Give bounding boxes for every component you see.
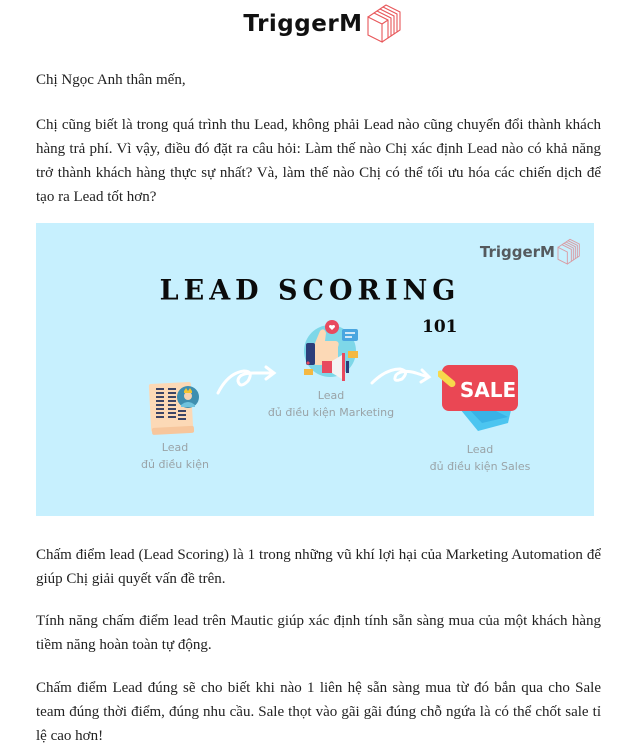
stacked-cube-icon (556, 238, 580, 266)
header (0, 0, 636, 48)
intro-paragraph: Chị cũng biết là trong quá trình thu Lead, không phải Lead nào cũng chuyển đổi thành khách hàng trả phí. Vì vậy, điều đó đặt ra câu hỏi: Làm thế nào Chị xác định Lead nào có khả năng trở thành khách hàng thực sự nhất? Và, làm thế nào Chị có thể tối ưu hóa các chiến dịch để tạo ra Lead tốt hơn? (36, 117, 601, 205)
sale-tag-icon (438, 361, 520, 435)
stage-label-marketing: Lead đủ điều kiện Marketing (267, 389, 395, 419)
brand-logo[interactable] (243, 4, 400, 44)
mautic-paragraph: Tính năng chấm điểm lead trên Mautic giúp xác định tính sẵn sàng mua của một khách hàng tiềm năng hoàn toàn tự động. (36, 613, 601, 653)
stacked-cube-icon (365, 4, 401, 44)
banner-brand-logo (480, 238, 580, 266)
greeting: Chị Ngọc Anh thân mến, (36, 72, 186, 88)
banner-subtitle: 101 (422, 317, 458, 337)
resume-document-icon (148, 377, 202, 437)
stage-label-qualified: Lead đủ điều kiện (141, 441, 209, 471)
stage-label-sales: Lead đủ điều kiện Sales (429, 443, 531, 473)
brand-name: TriggerM (243, 11, 363, 37)
thumbs-up-megaphone-icon (298, 317, 362, 381)
sales-timing-paragraph: Chấm điểm Lead đúng sẽ cho biết khi nào 1 liên hệ sẵn sàng mua từ đó bắn qua cho Sale team đúng thời điểm, đúng nhu cầu. Sale thọt vào gãi gãi đúng chỗ ngứa là có thể chốt sale tỉ lệ cao hơn! (36, 680, 601, 744)
banner-title: LEAD SCORING (159, 274, 461, 307)
lead-scoring-banner (36, 223, 594, 516)
banner-brand-name: TriggerM (479, 243, 555, 261)
curly-arrow-icon (368, 361, 434, 391)
lead-scoring-paragraph: Chấm điểm lead (Lead Scoring) là 1 trong những vũ khí lợi hại của Marketing Automation để giúp Chị giải quyết vấn đề trên. (36, 547, 601, 587)
sale-tag-text: SALE (459, 378, 517, 402)
